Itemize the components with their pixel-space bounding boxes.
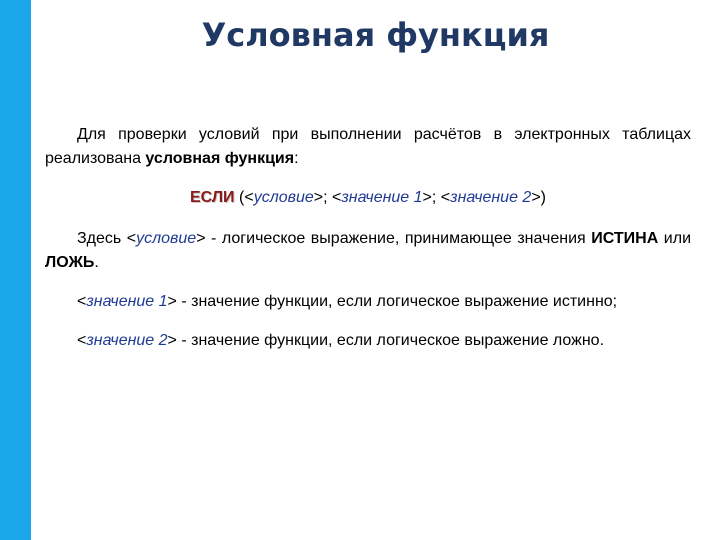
- formula-sep1: ;: [323, 189, 332, 206]
- formula-close: ): [540, 189, 546, 206]
- accent-sidebar: [0, 0, 31, 540]
- or-word: или: [658, 230, 692, 247]
- formula-open: (: [234, 189, 245, 206]
- value1-desc: > - значение функции, если логическое выражение истинно;: [167, 293, 618, 310]
- value2-term: значение 2: [86, 332, 168, 349]
- condition-prefix: Здесь <: [77, 230, 137, 247]
- value2-prefix: <: [77, 332, 87, 349]
- intro-end: :: [294, 150, 299, 167]
- intro-bold-term: условная функция: [145, 150, 295, 167]
- value1-explanation: [45, 290, 691, 314]
- formula-arg-condition: условие: [253, 189, 314, 206]
- formula-arg-value1: значение 1: [341, 189, 423, 206]
- formula-sep2: ;: [431, 189, 441, 206]
- function-keyword: ЕСЛИ: [190, 189, 235, 206]
- value2-desc: > - значение функции, если логическое выражение ложно.: [167, 332, 605, 349]
- false-value: ЛОЖЬ: [45, 254, 95, 271]
- condition-explanation: [45, 227, 691, 275]
- formula-line: ЕСЛИ (<условие>; <значение 1>; <значение 2>): [190, 189, 546, 206]
- slide-title: Условная функция: [201, 16, 550, 54]
- value1-prefix: <: [77, 293, 87, 310]
- formula-arg-value2: значение 2: [450, 189, 532, 206]
- slide-body: [45, 123, 691, 368]
- intro-paragraph: [45, 123, 691, 171]
- value1-term: значение 1: [86, 293, 168, 310]
- condition-mid: > - логическое выражение, принимающее значения: [196, 230, 592, 247]
- value2-explanation: [45, 329, 691, 353]
- condition-term: условие: [136, 230, 197, 247]
- condition-end: .: [94, 254, 99, 271]
- intro-text: Для проверки условий при выполнении расчётов в электронных таблицах реализована: [45, 126, 691, 167]
- true-value: ИСТИНА: [591, 230, 659, 247]
